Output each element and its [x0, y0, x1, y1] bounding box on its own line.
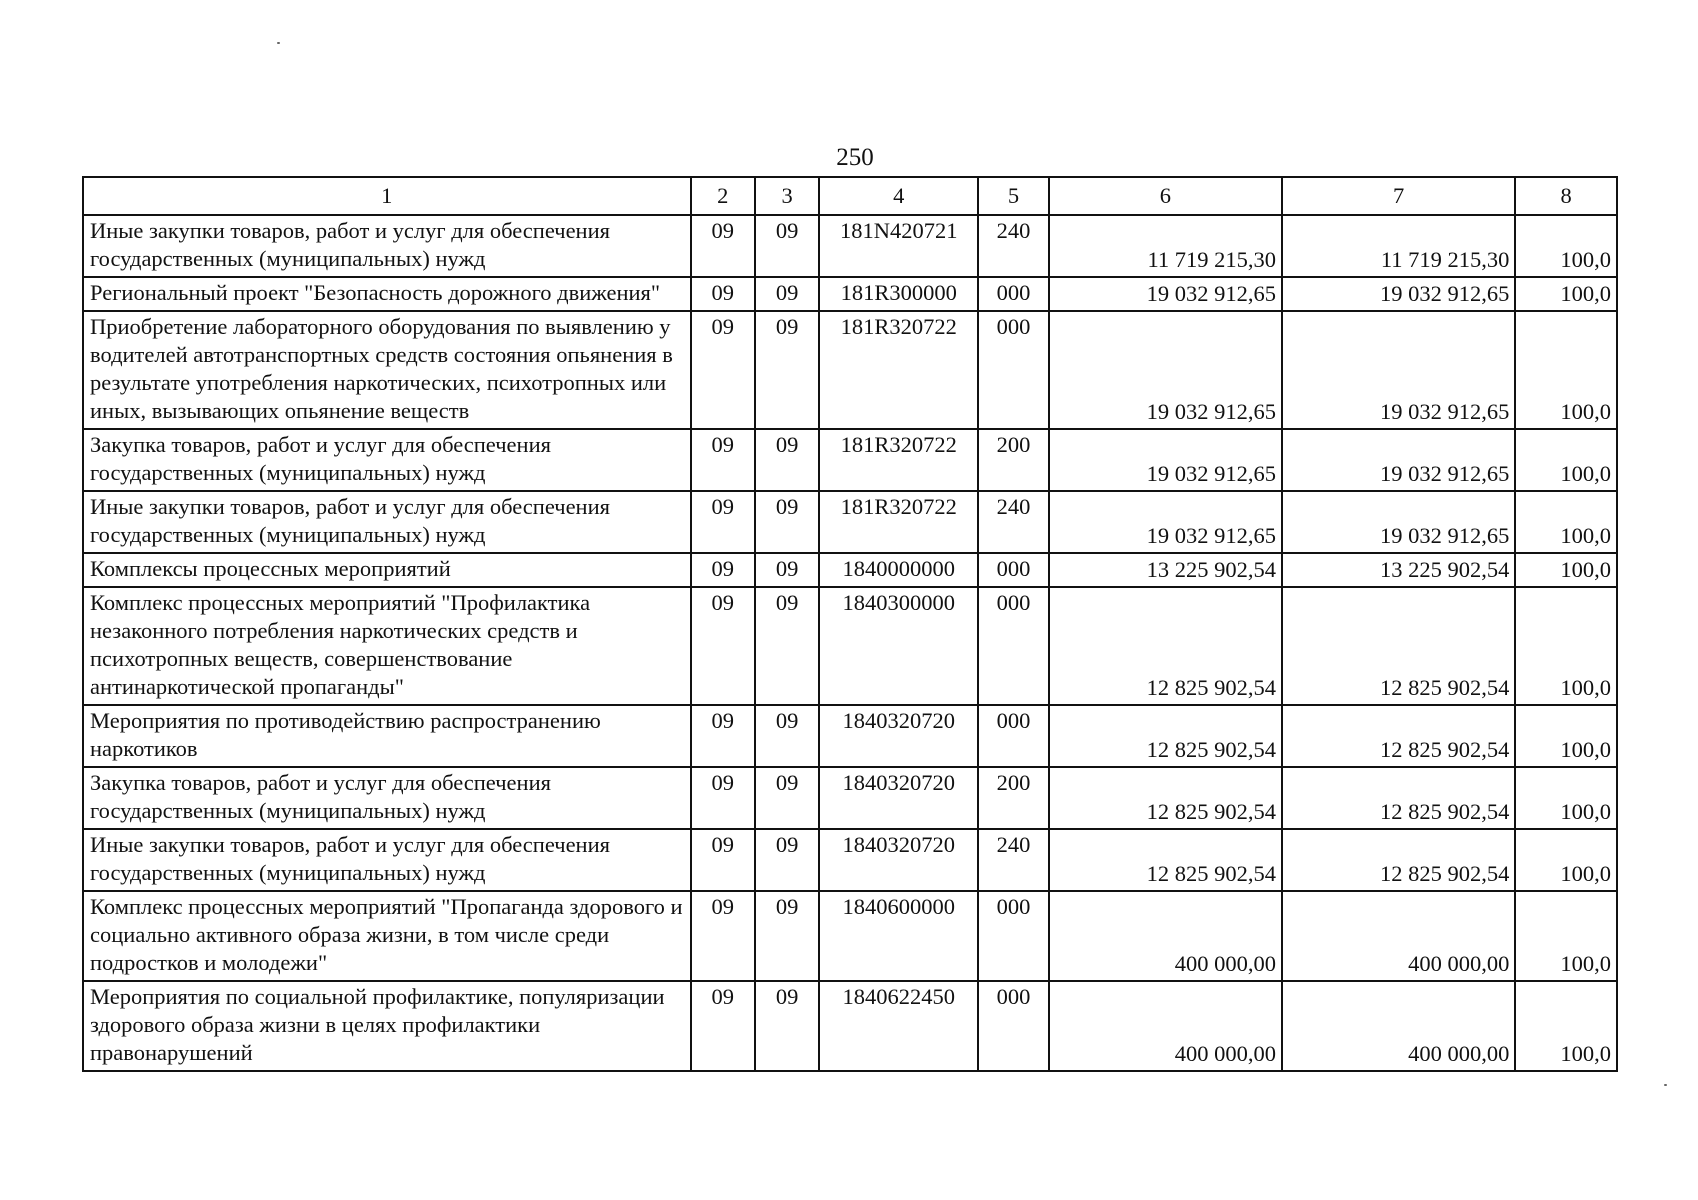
row-subsection: 09 [755, 553, 819, 587]
row-amount-col6: 400 000,00 [1049, 891, 1282, 981]
row-amount-col6: 19 032 912,65 [1049, 491, 1282, 553]
header-col-3: 3 [755, 177, 819, 215]
scan-speck [277, 42, 280, 44]
row-expense-type: 000 [978, 553, 1048, 587]
header-col-5: 5 [978, 177, 1048, 215]
row-amount-col6: 12 825 902,54 [1049, 829, 1282, 891]
table-row [83, 491, 1617, 553]
row-amount-col7: 19 032 912,65 [1282, 491, 1515, 553]
row-target-article: 181R320722 [819, 429, 978, 491]
table-row [83, 215, 1617, 277]
row-target-article: 1840300000 [819, 587, 978, 705]
table-row [83, 891, 1617, 981]
row-section: 09 [691, 587, 755, 705]
row-subsection: 09 [755, 981, 819, 1071]
header-col-7: 7 [1282, 177, 1515, 215]
row-name: Иные закупки товаров, работ и услуг для обеспечения государственных (муниципальных) нужд [83, 215, 691, 277]
row-target-article: 181R320722 [819, 311, 978, 429]
row-subsection: 09 [755, 891, 819, 981]
row-amount-col6: 19 032 912,65 [1049, 311, 1282, 429]
row-section: 09 [691, 767, 755, 829]
row-subsection: 09 [755, 277, 819, 311]
table-row [83, 767, 1617, 829]
row-amount-col7: 400 000,00 [1282, 981, 1515, 1071]
row-amount-col6: 400 000,00 [1049, 981, 1282, 1071]
row-amount-col7: 12 825 902,54 [1282, 587, 1515, 705]
row-percent: 100,0 [1515, 981, 1617, 1071]
header-col-6: 6 [1049, 177, 1282, 215]
row-amount-col7: 12 825 902,54 [1282, 829, 1515, 891]
page-number: 250 [836, 144, 874, 171]
row-target-article: 1840320720 [819, 767, 978, 829]
row-amount-col6: 13 225 902,54 [1049, 553, 1282, 587]
row-section: 09 [691, 981, 755, 1071]
row-name: Закупка товаров, работ и услуг для обеспечения государственных (муниципальных) нужд [83, 429, 691, 491]
table-body [83, 215, 1617, 1071]
row-target-article: 181N420721 [819, 215, 978, 277]
row-name: Закупка товаров, работ и услуг для обеспечения государственных (муниципальных) нужд [83, 767, 691, 829]
row-target-article: 181R300000 [819, 277, 978, 311]
row-amount-col6: 19 032 912,65 [1049, 429, 1282, 491]
row-name: Комплексы процессных мероприятий [83, 553, 691, 587]
row-percent: 100,0 [1515, 429, 1617, 491]
row-expense-type: 000 [978, 705, 1048, 767]
row-target-article: 1840600000 [819, 891, 978, 981]
row-section: 09 [691, 277, 755, 311]
row-subsection: 09 [755, 311, 819, 429]
row-subsection: 09 [755, 429, 819, 491]
header-col-4: 4 [819, 177, 978, 215]
row-amount-col7: 11 719 215,30 [1282, 215, 1515, 277]
row-section: 09 [691, 829, 755, 891]
row-name: Приобретение лабораторного оборудования по выявлению у водителей автотранспортных средств состояния опьянения в результате употребления наркотических, психотропных или иных, вызывающих опьянение веществ [83, 311, 691, 429]
row-percent: 100,0 [1515, 491, 1617, 553]
row-subsection: 09 [755, 705, 819, 767]
row-percent: 100,0 [1515, 891, 1617, 981]
row-name: Комплекс процессных мероприятий "Пропаганда здорового и социально активного образа жизни, в том числе среди подростков и молодежи" [83, 891, 691, 981]
row-expense-type: 200 [978, 429, 1048, 491]
row-expense-type: 000 [978, 981, 1048, 1071]
row-name: Иные закупки товаров, работ и услуг для обеспечения государственных (муниципальных) нужд [83, 829, 691, 891]
row-percent: 100,0 [1515, 767, 1617, 829]
row-expense-type: 000 [978, 891, 1048, 981]
header-col-8: 8 [1515, 177, 1617, 215]
row-amount-col6: 12 825 902,54 [1049, 587, 1282, 705]
row-amount-col6: 12 825 902,54 [1049, 767, 1282, 829]
row-section: 09 [691, 429, 755, 491]
row-expense-type: 000 [978, 277, 1048, 311]
row-target-article: 1840320720 [819, 829, 978, 891]
row-name: Региональный проект "Безопасность дорожного движения" [83, 277, 691, 311]
table-row [83, 587, 1617, 705]
row-name: Иные закупки товаров, работ и услуг для обеспечения государственных (муниципальных) нужд [83, 491, 691, 553]
row-target-article: 1840000000 [819, 553, 978, 587]
row-section: 09 [691, 215, 755, 277]
header-col-1: 1 [83, 177, 691, 215]
row-section: 09 [691, 891, 755, 981]
row-amount-col6: 19 032 912,65 [1049, 277, 1282, 311]
header-row [83, 177, 1617, 215]
row-section: 09 [691, 553, 755, 587]
table-header [83, 177, 1617, 215]
row-percent: 100,0 [1515, 705, 1617, 767]
row-amount-col7: 12 825 902,54 [1282, 705, 1515, 767]
row-amount-col6: 12 825 902,54 [1049, 705, 1282, 767]
row-amount-col7: 19 032 912,65 [1282, 311, 1515, 429]
row-name: Мероприятия по социальной профилактике, популяризации здорового образа жизни в целях профилактики правонарушений [83, 981, 691, 1071]
budget-table [82, 176, 1618, 1072]
row-percent: 100,0 [1515, 215, 1617, 277]
row-name: Комплекс процессных мероприятий "Профилактика незаконного потребления наркотических средств и психотропных веществ, совершенствование антинаркотической пропаганды" [83, 587, 691, 705]
row-percent: 100,0 [1515, 311, 1617, 429]
row-amount-col7: 13 225 902,54 [1282, 553, 1515, 587]
row-name: Мероприятия по противодействию распространению наркотиков [83, 705, 691, 767]
row-percent: 100,0 [1515, 587, 1617, 705]
row-expense-type: 200 [978, 767, 1048, 829]
table-row [83, 277, 1617, 311]
table-row [83, 429, 1617, 491]
row-section: 09 [691, 705, 755, 767]
row-expense-type: 240 [978, 829, 1048, 891]
row-percent: 100,0 [1515, 277, 1617, 311]
table-row [83, 829, 1617, 891]
row-target-article: 1840320720 [819, 705, 978, 767]
row-amount-col7: 19 032 912,65 [1282, 277, 1515, 311]
row-amount-col7: 12 825 902,54 [1282, 767, 1515, 829]
row-amount-col7: 19 032 912,65 [1282, 429, 1515, 491]
row-target-article: 181R320722 [819, 491, 978, 553]
table-row [83, 705, 1617, 767]
row-section: 09 [691, 311, 755, 429]
row-percent: 100,0 [1515, 829, 1617, 891]
row-expense-type: 000 [978, 587, 1048, 705]
row-section: 09 [691, 491, 755, 553]
row-amount-col6: 11 719 215,30 [1049, 215, 1282, 277]
table-row [83, 981, 1617, 1071]
row-percent: 100,0 [1515, 553, 1617, 587]
row-expense-type: 240 [978, 215, 1048, 277]
header-col-2: 2 [691, 177, 755, 215]
row-subsection: 09 [755, 491, 819, 553]
scan-speck [1664, 1084, 1667, 1086]
row-subsection: 09 [755, 215, 819, 277]
row-target-article: 1840622450 [819, 981, 978, 1071]
row-subsection: 09 [755, 829, 819, 891]
row-expense-type: 000 [978, 311, 1048, 429]
table-row [83, 553, 1617, 587]
row-amount-col7: 400 000,00 [1282, 891, 1515, 981]
table-row [83, 311, 1617, 429]
row-subsection: 09 [755, 587, 819, 705]
row-subsection: 09 [755, 767, 819, 829]
row-expense-type: 240 [978, 491, 1048, 553]
